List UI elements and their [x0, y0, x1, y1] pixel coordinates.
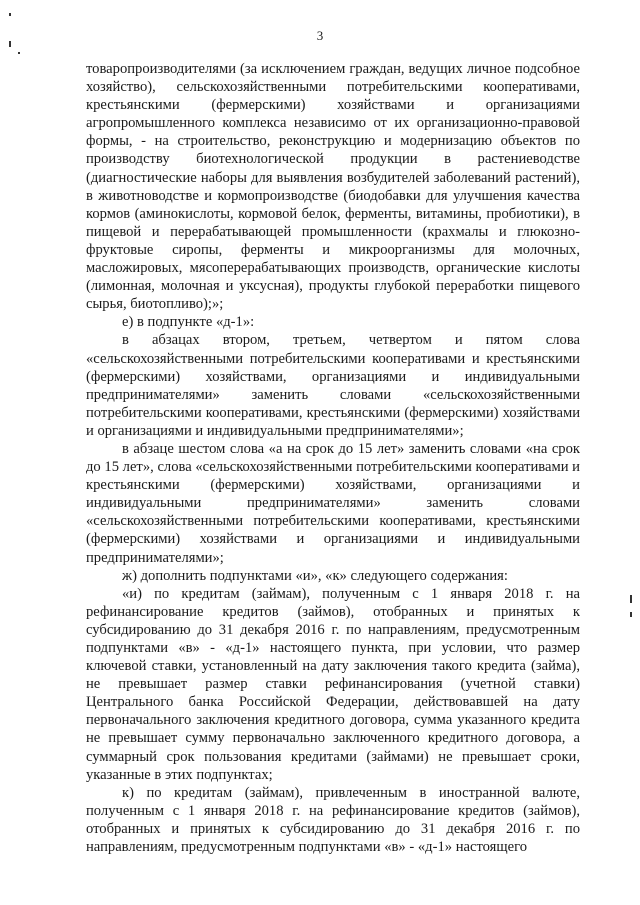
scan-artifact-mark	[18, 52, 20, 54]
paragraph-subitem-e: е) в подпункте «д-1»:	[122, 314, 255, 331]
paragraph-amendment-paragraphs-2-5: в абзацах втором, третьем, четвертом и пятом слова «сельскохозяйственными потребительскими кооперативами и крестьянскими (фермерскими) хозяйствами, организациями и индивидуальными предпринимателями» заменить словами «сельскохозяйственными потребительскими кооперативами, крестьянскими (фермерскими) хозяйствами и организациями и индивидуальными предпринимателями»;	[86, 332, 580, 439]
paragraph-subitem-i: «и) по кредитам (займам), полученным с 1 января 2018 г. на рефинансирование кредитов (займов), отобранных и принятых к субсидированию до 31 декабря 2016 г. по направлениям, предусмотренным подпунктами «в» - «д-1» настоящего пункта, при условии, что размер ключевой ставки, установленный на дату заключения такого кредита (займа), не превышает размер ставки рефинансирования (учетной ставки) Центрального банка Российской Федерации, действовавшей на дату первоначального заключения кредитного договора, сумма указанного кредита не превышает сумму первоначально заключенного кредитного договора, а суммарный срок пользования кредитами (займами) не превышает сроки, указанные в этих подпунктах;	[86, 585, 580, 783]
document-body	[86, 60, 580, 856]
paragraph-subitem-k: к) по кредитам (займам), привлеченным в иностранной валюте, полученным с 1 января 2018 г. на рефинансирование кредитов (займов), отобранных и принятых к субсидированию до 31 декабря 2016 г. по направлениям, предусмотренным подпунктами «в» - «д-1» настоящего	[86, 784, 580, 856]
paragraph-amendment-paragraph-6: в абзаце шестом слова «а на срок до 15 лет» заменить словами «на срок до 15 лет», слова «сельскохозяйственными потребительскими кооперативами и крестьянскими (фермерскими) хозяйствами, организациями и индивидуальными предпринимателями» заменить словами «сельскохозяйственными потребительскими кооперативами, крестьянскими (фермерскими) хозяйствами и организациями и индивидуальными предпринимателями»;	[86, 440, 580, 566]
paragraph-subitem-zh: ж) дополнить подпунктами «и», «к» следующего содержания:	[122, 567, 508, 584]
scan-artifact-mark	[630, 595, 632, 603]
paragraph-continuation: товаропроизводителями (за исключением граждан, ведущих личное подсобное хозяйство), сельскохозяйственными потребительскими кооперативами, крестьянскими (фермерскими) хозяйствами и организациями агропромышленного комплекса независимо от их организационно-правовой формы, - на строительство, реконструкцию и модернизацию объектов по производству биотехнологической продукции в растениеводстве (диагностические наборы для выявления возбудителей заболеваний растений), в животноводстве и кормопроизводстве (биодобавки для улучшения качества кормов (аминокислоты, кормовой белок, ферменты, витамины, пробиотики), в пищевой и перерабатывающей промышленности (крахмалы и глюкозно-фруктовые сиропы, ферменты и микроорганизмы для молочных, масложировых, мясоперерабатывающих производств, органические кислоты (лимонная, молочная и уксусная), продукты глубокой переработки пищевого сырья, биотопливо);»;	[86, 61, 580, 313]
scan-artifact-mark	[630, 612, 632, 617]
page-number: 3	[316, 28, 324, 43]
scan-artifact-mark	[9, 13, 11, 16]
